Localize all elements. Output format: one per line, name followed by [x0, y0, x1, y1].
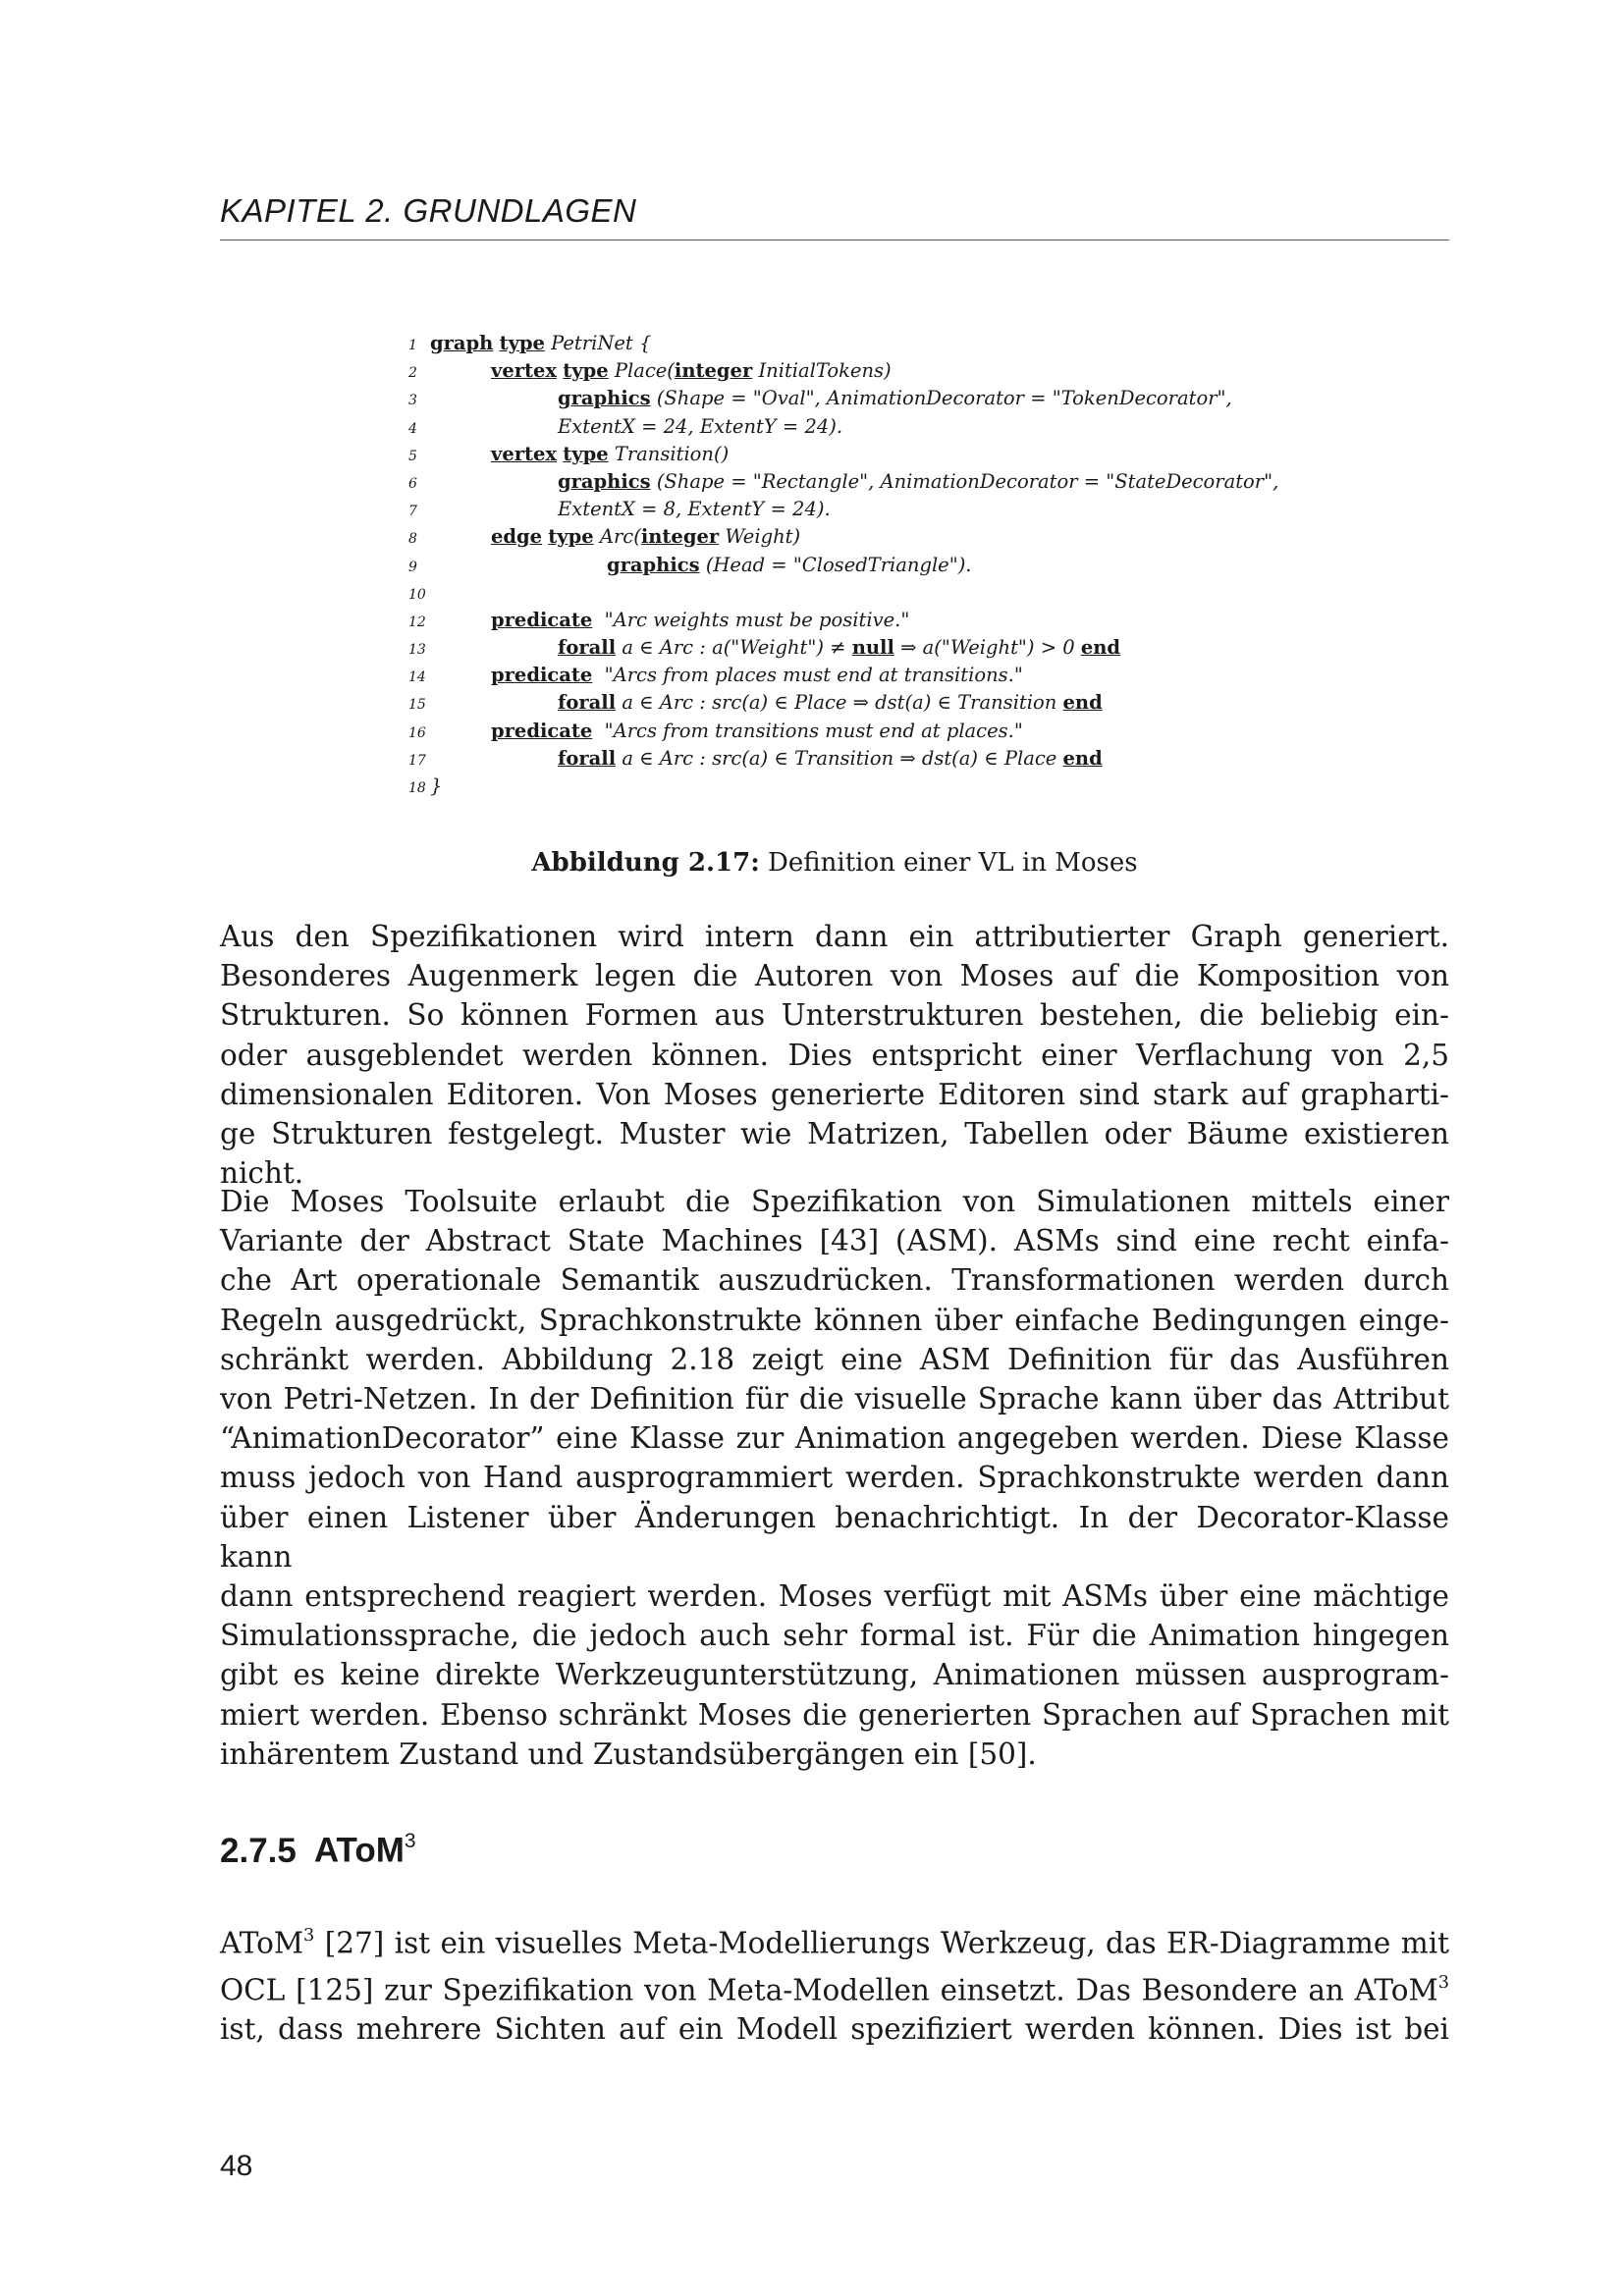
line-number: 12 [408, 614, 426, 630]
code-fragment: a ∈ Arc : a("Weight") ≠ [616, 636, 852, 660]
caption-text: Definition einer VL in Moses [759, 848, 1138, 878]
line-number: 15 [408, 697, 426, 714]
line-number: 4 [408, 420, 417, 437]
line-number: 9 [408, 559, 417, 575]
code-line [408, 330, 1331, 357]
text-line: über einen Listener über Änderungen benachrichtigt. In der Decorator-Klasse kann [220, 1500, 1449, 1574]
keyword: vertex [491, 359, 558, 383]
text-line: dann entsprechend reagiert werden. Moses verfügt mit ASMs über eine mächtige [220, 1579, 1449, 1614]
text-line: che Art operationale Semantik auszudrücken. Transformationen werden durch [220, 1263, 1449, 1298]
text-line: Die Moses Toolsuite erlaubt die Spezifikation von Simulationen mittels einer [220, 1185, 1449, 1218]
code-listing [408, 330, 1331, 800]
code-line [408, 552, 1331, 579]
code-line [408, 468, 1331, 496]
code-text [430, 468, 1278, 496]
code-line [408, 413, 1331, 441]
code-line [408, 579, 1331, 607]
text-line: ist, dass mehrere Sichten auf ein Modell spezifiziert werden können. Dies ist bei [220, 2012, 1449, 2047]
line-number: 8 [408, 531, 417, 548]
paragraph-1 [220, 917, 1449, 1193]
code-fragment: (Shape = "Rectangle", AnimationDecorator = "StateDecorator", [650, 469, 1279, 493]
code-line [408, 496, 1331, 523]
text-line: “AnimationDecorator” eine Klasse zur Animation angegeben werden. Diese Klasse [220, 1421, 1449, 1456]
section-title-sup: 3 [404, 1830, 416, 1852]
line-number: 2 [408, 365, 417, 382]
keyword: end [1080, 636, 1121, 660]
code-text [430, 773, 442, 800]
keyword: null [851, 636, 894, 660]
code-line [408, 607, 1331, 634]
code-line [408, 523, 1331, 551]
code-text [430, 413, 842, 441]
code-fragment: "Arc weights must be positive." [592, 608, 910, 631]
code-fragment: a ∈ Arc : src(a) ∈ Place ⇒ dst(a) ∈ Transition [616, 691, 1063, 715]
code-fragment: "Arcs from places must end at transitions." [592, 664, 1023, 687]
text-line: Regeln ausgedrückt, Sprachkonstrukte können über einfache Bedingungen einge- [220, 1303, 1449, 1337]
code-text [430, 523, 800, 551]
code-fragment: Transition() [608, 442, 730, 465]
line-number: 3 [408, 393, 417, 409]
line-number: 6 [408, 475, 417, 492]
text-line: Simulationssprache, die jedoch auch sehr formal ist. Für die Animation hingegen [220, 1619, 1449, 1653]
text-line: Aus den Spezifikationen wird intern dann ein attributierter Graph generiert. [220, 920, 1449, 953]
line-number: 14 [408, 669, 426, 686]
keyword: end [1062, 746, 1103, 770]
keyword: graphics [558, 469, 651, 493]
keyword: graphics [558, 387, 651, 410]
code-fragment: ⇒ a("Weight") > 0 [893, 636, 1081, 660]
text-line [220, 1916, 1449, 1963]
code-fragment: ExtentX = 8, ExtentY = 24). [558, 498, 831, 521]
keyword: predicate [491, 664, 593, 687]
keyword: vertex [491, 442, 558, 465]
section-title: AToM [313, 1831, 405, 1870]
text-run: OCL [125] zur Spezifikation von Meta-Modellen einsetzt. Das Besondere an AToM [220, 1972, 1438, 2006]
code-line [408, 662, 1331, 689]
code-fragment: PetriNet { [544, 332, 652, 354]
code-text [430, 385, 1232, 412]
code-fragment: (Head = "ClosedTriangle"). [699, 553, 972, 576]
keyword: integer [674, 359, 753, 383]
code-fragment: InitialTokens) [752, 359, 892, 383]
keyword: type [563, 359, 609, 383]
keyword: predicate [491, 608, 593, 631]
code-line [408, 441, 1331, 468]
text-line: Besonderes Augenmerk legen die Autoren von Moses auf die Komposition von [220, 959, 1449, 993]
code-fragment: a ∈ Arc : src(a) ∈ Transition ⇒ dst(a) ∈ Place [616, 746, 1063, 770]
keyword: graphics [607, 553, 700, 576]
keyword: forall [558, 746, 617, 770]
line-number: 10 [408, 586, 426, 603]
code-text [430, 607, 909, 634]
code-fragment: } [430, 774, 443, 797]
code-text [430, 718, 1023, 745]
section-heading [220, 1830, 416, 1871]
code-text [430, 689, 1103, 717]
keyword: forall [558, 636, 617, 660]
code-text [430, 330, 651, 357]
code-fragment: "Arcs from transitions must end at places." [592, 719, 1023, 742]
keyword: predicate [491, 719, 593, 742]
line-number: 16 [408, 724, 426, 741]
code-text [430, 496, 831, 523]
text-line: oder ausgeblendet werden können. Dies entspricht einer Verflachung von 2,5 [220, 1038, 1449, 1072]
code-line [408, 634, 1331, 662]
code-fragment: ExtentX = 24, ExtentY = 24). [558, 414, 843, 438]
code-text [430, 357, 892, 385]
figure-caption [220, 848, 1449, 878]
text-line: gibt es keine direkte Werkzeugunterstützung, Animationen müssen ausprogram- [220, 1658, 1449, 1692]
line-number: 18 [408, 780, 426, 796]
text-line: von Petri-Netzen. In der Definition für die visuelle Sprache kann über das Attribut [220, 1382, 1449, 1416]
code-line [408, 385, 1331, 412]
code-line [408, 357, 1331, 385]
keyword: graph [430, 332, 494, 354]
page-number: 48 [220, 2150, 253, 2182]
keyword: type [499, 332, 545, 354]
section-number: 2.7.5 [220, 1831, 297, 1870]
text-run: [27] ist ein visuelles Meta-Modellierungs Werkzeug, das ER-Diagramme mit [314, 1926, 1449, 1960]
text-line: inhärentem Zustand und Zustandsübergängen ein [50]. [220, 1736, 1037, 1771]
line-number: 13 [408, 642, 426, 659]
code-fragment: Weight) [719, 525, 801, 549]
code-text [430, 552, 972, 579]
superscript: 3 [1437, 1972, 1449, 1993]
text-line: ge Strukturen festgelegt. Muster wie Matrizen, Tabellen oder Bäume existieren nicht. [220, 1117, 1449, 1191]
caption-label: Abbildung 2.17: [531, 848, 760, 878]
keyword: integer [640, 525, 720, 549]
text-line: miert werden. Ebenso schränkt Moses die generierten Sprachen auf Sprachen mit [220, 1697, 1449, 1732]
code-text [430, 634, 1120, 662]
code-text [430, 662, 1023, 689]
code-fragment: (Shape = "Oval", AnimationDecorator = "TokenDecorator", [650, 387, 1232, 410]
text-line: schränkt werden. Abbildung 2.18 zeigt eine ASM Definition für das Ausführen [220, 1342, 1449, 1376]
text-line [220, 1963, 1449, 2010]
keyword: edge [491, 525, 543, 549]
keyword: forall [558, 691, 617, 715]
keyword: end [1062, 691, 1103, 715]
running-header: KAPITEL 2. GRUNDLAGEN [220, 192, 637, 229]
superscript: 3 [303, 1926, 315, 1946]
code-fragment: Place( [608, 359, 675, 383]
line-number: 5 [408, 448, 417, 464]
code-line [408, 773, 1331, 800]
code-line [408, 689, 1331, 717]
code-fragment: Arc( [593, 525, 641, 549]
text-line: muss jedoch von Hand ausprogrammiert werden. Sprachkonstrukte werden dann [220, 1461, 1449, 1495]
code-line [408, 745, 1331, 773]
paragraph-3 [220, 1916, 1449, 2049]
line-number: 7 [408, 504, 417, 520]
code-line [408, 718, 1331, 745]
text-line: Strukturen. So können Formen aus Unterstrukturen bestehen, die beliebig ein- [220, 998, 1449, 1033]
keyword: type [563, 442, 609, 465]
text-run: AToM [220, 1926, 304, 1960]
keyword: type [548, 525, 594, 549]
line-number: 17 [408, 752, 426, 769]
text-line: Variante der Abstract State Machines [43] (ASM). ASMs sind eine recht einfa- [220, 1224, 1449, 1258]
paragraph-2 [220, 1182, 1449, 1774]
code-text [430, 745, 1103, 773]
code-text [430, 441, 729, 468]
line-number: 1 [408, 338, 417, 353]
text-line: dimensionalen Editoren. Von Moses generierte Editoren sind stark auf grapharti- [220, 1077, 1449, 1111]
